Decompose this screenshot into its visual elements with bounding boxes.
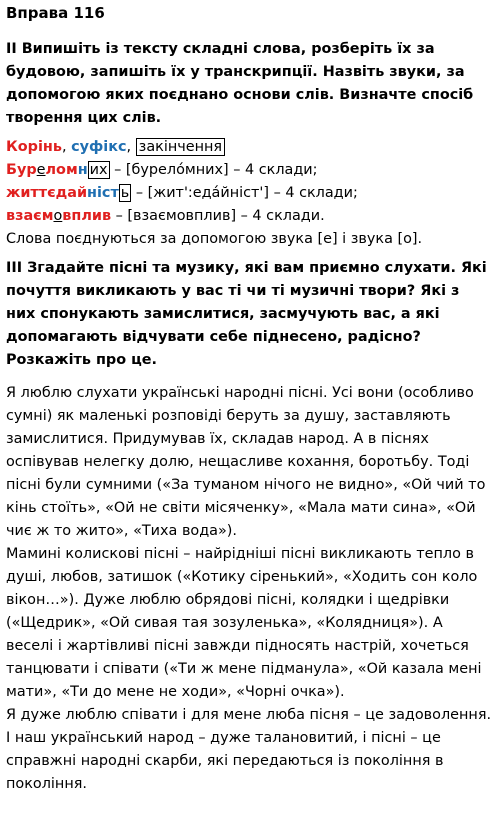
legend-root: Корінь xyxy=(6,139,62,155)
essay-paragraph-1: Я люблю слухати українські народні пісні. Усі вони (особливо сумні) як маленькі розповіді беруть за душу, заставляють замислитися. Придумував їх, складав народ. А в піснях оспівував нелегку долю, нещасливе кохання, боротьбу. Тоді пісні були сумними («За туманом нічого не видно», «Ой чий то кінь стоїть», «Ой не світи місяченку», «Мала мати сина», «Ой чиє ж то жито», «Тиха вода»). xyxy=(6,385,486,539)
word-2-root-2: дай xyxy=(55,185,88,201)
word-line-2 xyxy=(6,182,492,205)
morpheme-legend xyxy=(6,136,492,159)
legend-sep-1: , xyxy=(61,139,72,155)
legend-suffix: суфікс xyxy=(71,139,127,155)
word-line-3 xyxy=(6,205,492,228)
task-2-text: II Випишіть із тексту складні слова, розберіть їх за будовою, запишіть їх у транскрипції. Назвіть звуки, за допомогою яких поєднано основи слів. Визначте спосіб творення цих слів. xyxy=(6,41,474,126)
word-3-transcription: – [взаємoвплив] – 4 склади. xyxy=(111,208,325,224)
exercise-title: Вправа 116 xyxy=(6,4,105,22)
connecting-sounds-note: Слова поєднуються за допомогою звука [e] і звука [o]. xyxy=(6,231,423,247)
word-1-suffix: н xyxy=(77,162,88,178)
word-1-ending: их xyxy=(89,162,108,178)
legend-sep-2: , xyxy=(126,139,136,155)
word-2-suffix: ніст xyxy=(87,185,119,201)
essay xyxy=(6,382,492,796)
word-3-root-1: взаєм xyxy=(6,208,54,224)
task-3-text: III Згадайте пісні та музику, які вам приємно слухати. Які почуття викликають у вас ті чи ті музичні твори? Які з них спонукають замислитися, засмучують вас, а які допомагають відчувати себе піднесено, радісно? Розкажіть про це. xyxy=(6,260,487,368)
word-1-root-2: лом xyxy=(45,162,78,178)
essay-paragraph-3: Я дуже люблю співати і для мене люба пісня – це задоволення. І наш український народ – дуже талановитий, і пісні – це справжні народні скарби, які передаються із покоління в покоління. xyxy=(6,707,492,792)
word-2-transcription: – [жит':eдáйніст'] – 4 склади; xyxy=(131,185,358,201)
essay-paragraph-2: Мамині колискові пісні – найрідніші пісні викликають тепло в душі, любов, затишок («Котику сіренький», «Ходить сон коло вікон…»). Дуже люблю обрядові пісні, колядки і щедрівки («Щедрик», «Ой сивая тая зозуленька», «Колядниця»). А веселі і жартівливі пісні завжди підносять настрій, хочеться танцювати і співати («Ти ж мене підманула», «Ой казала мені мати», «Ти до мене не ходи», «Чорні очка»). xyxy=(6,546,482,700)
legend-ending: закінчення xyxy=(136,138,225,156)
word-1-link-vowel: е xyxy=(36,162,46,178)
word-2-ending: ь xyxy=(120,185,130,201)
word-1-transcription: – [бурeло́мних] – 4 склади; xyxy=(109,162,318,178)
word-line-1 xyxy=(6,159,492,182)
word-2-root-1: життє xyxy=(6,185,56,201)
word-1-root-1: Бур xyxy=(6,162,37,178)
word-3-root-2: вплив xyxy=(62,208,112,224)
word-3-link-vowel: о xyxy=(53,208,63,224)
